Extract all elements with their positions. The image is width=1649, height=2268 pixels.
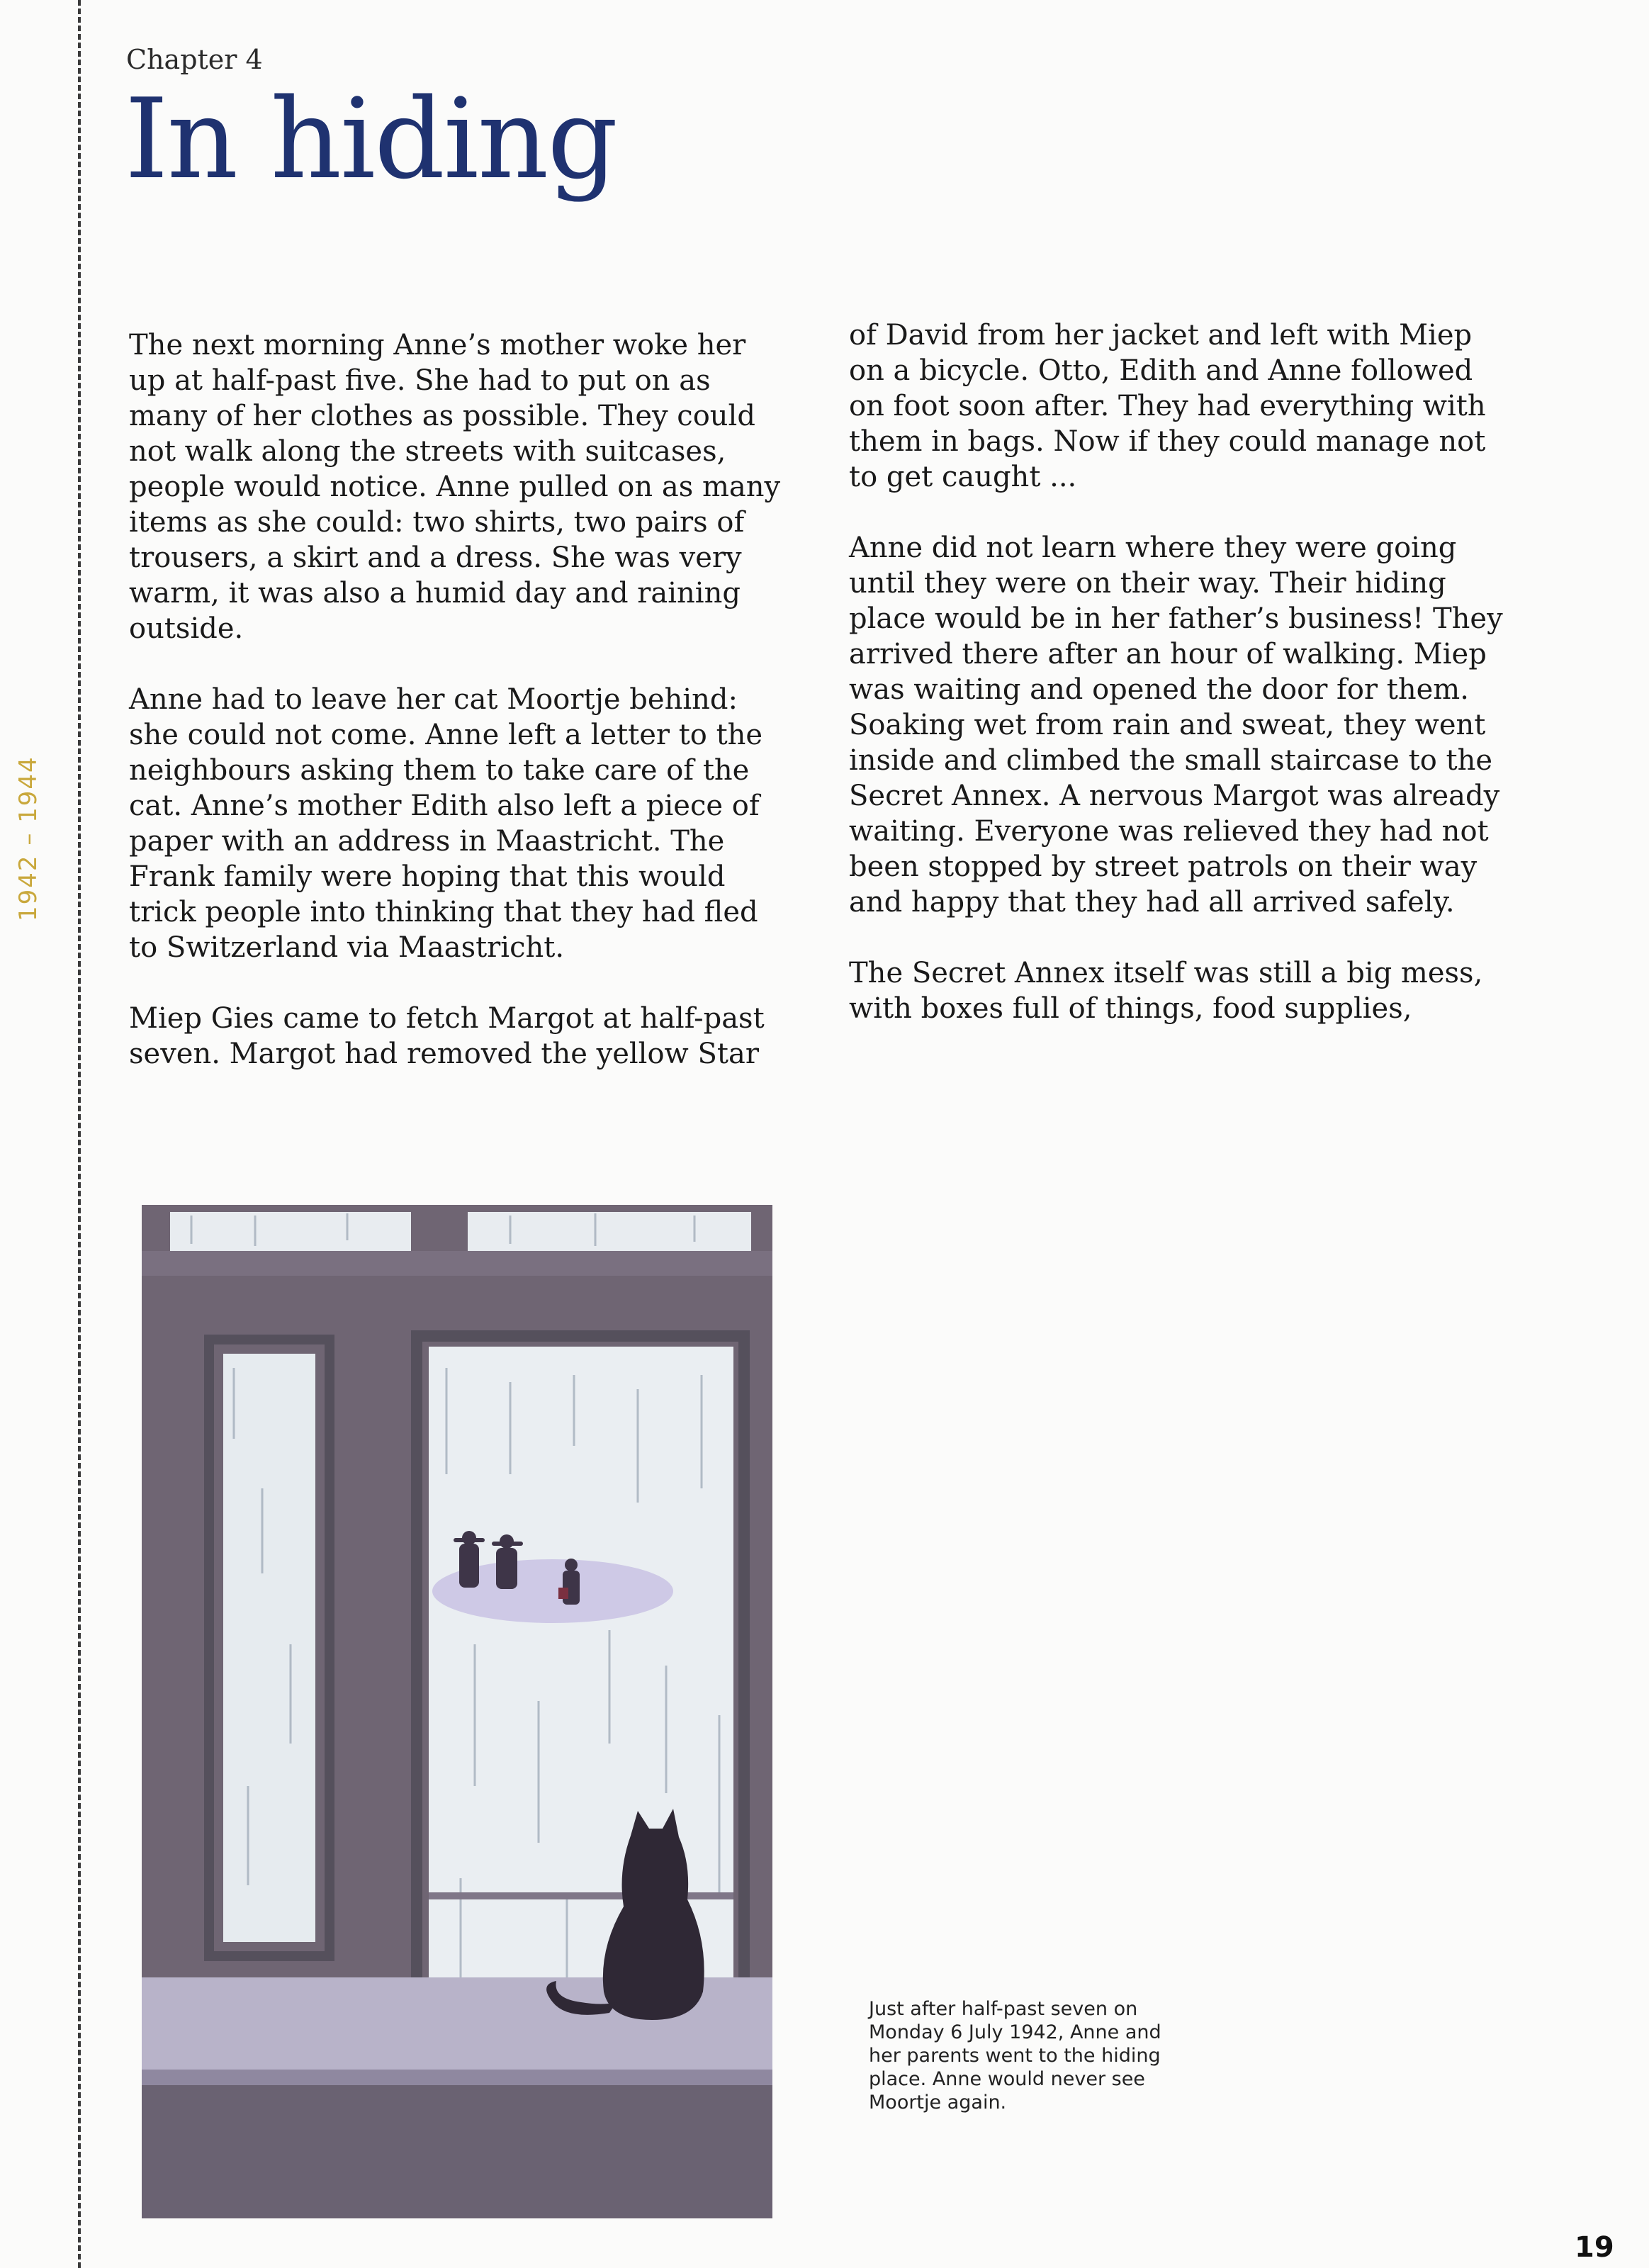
paragraph: of David from her jacket and left with Miep on a bicycle. Otto, Edith and Anne followed on foot soon after. They had everything with them in bags. Now if they could manage not to get caught ... bbox=[849, 319, 1486, 493]
upper-frame-bar bbox=[142, 1251, 772, 1276]
dashed-margin-rule bbox=[78, 0, 81, 2268]
left-column bbox=[129, 327, 781, 1107]
upper-glass-left bbox=[170, 1212, 411, 1251]
years-text: 1942 – 1944 bbox=[14, 756, 43, 921]
right-column bbox=[849, 318, 1515, 1062]
window-cat-illustration bbox=[142, 1205, 772, 2218]
left-pane-glass bbox=[223, 1354, 315, 1942]
chapter-label: Chapter 4 bbox=[126, 44, 263, 75]
wall-below bbox=[142, 2085, 772, 2218]
paragraph: The Secret Annex itself was still a big mess, with boxes full of things, food supplies, bbox=[849, 957, 1483, 1025]
page-title: In hiding bbox=[125, 74, 617, 203]
paragraph: Miep Gies came to fetch Margot at half-past seven. Margot had removed the yellow Star bbox=[129, 1002, 765, 1070]
paragraph: Anne had to leave her cat Moortje behind: she could not come. Anne left a letter to the neighbours asking them to take care of the cat. Anne’s mother Edith also left a piece of paper with an address in Maastricht. The Frank family were hoping that this would trick people into thinking that they had fled to Switzerland via Maastricht. bbox=[129, 683, 763, 964]
paragraph: The next morning Anne’s mother woke her up at half-past five. She had to put on as many of her clothes as possible. They could not walk along the streets with suitcases, people would notice. Anne pulled on as many items as she could: two shirts, two pairs of trousers, a skirt and a dress. She was very warm, it was also a humid day and raining outside. bbox=[129, 329, 781, 645]
illustration-caption: Just after half-past seven on Monday 6 July 1942, Anne and her parents went to the hiding place. Anne would never see Moortje again. bbox=[869, 1998, 1161, 2113]
paragraph: Anne did not learn where they were going until they were on their way. Their hiding place would be in her father’s business! They arrived there after an hour of walking. Miep was waiting and opened the door for them. Soaking wet from rain and sweat, they went inside and climbed the small staircase to the Secret Annex. A nervous Margot was already waiting. Everyone was relieved they had not been stopped by street patrols on their way and happy that they had all arrived safely. bbox=[849, 532, 1503, 919]
sill-edge bbox=[142, 2070, 772, 2085]
page-number: 19 bbox=[1575, 2231, 1614, 2264]
